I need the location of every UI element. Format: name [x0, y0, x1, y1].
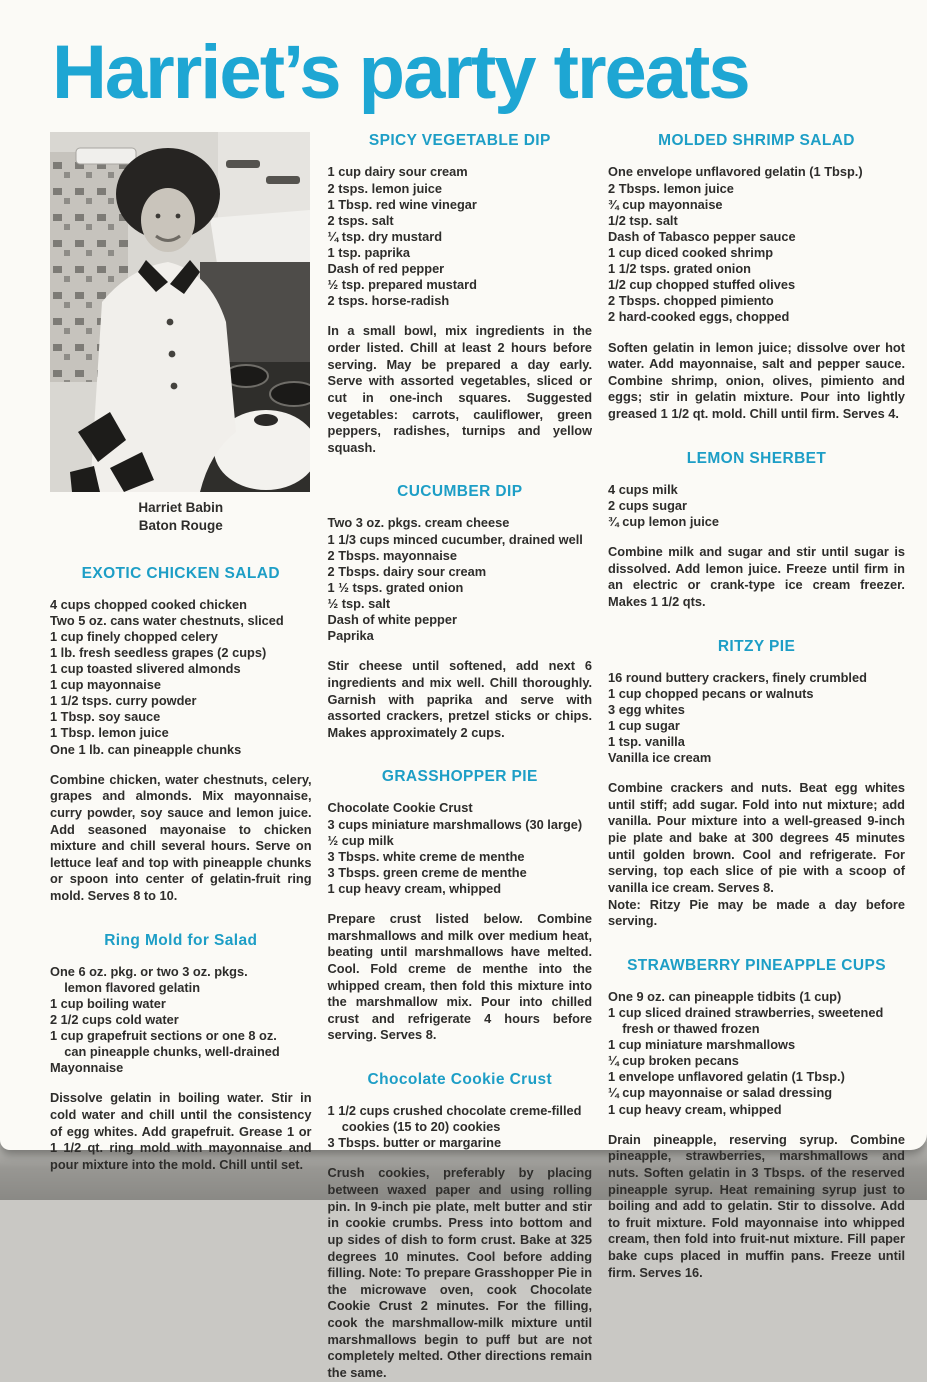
ingredient-list — [608, 164, 905, 325]
ingredient: 1 1/2 tsps. grated onion — [608, 261, 751, 277]
ingredient: Dash of white pepper — [327, 612, 457, 628]
ingredient: Two 5 oz. cans water chestnuts, sliced — [50, 612, 284, 628]
ingredient: Dash of Tabasco pepper sauce — [608, 228, 796, 244]
ingredient: 2 Tbsps. chopped pimiento — [608, 293, 774, 309]
ingredient-list — [608, 670, 905, 767]
ingredient: 2 1/2 cups cold water — [50, 1011, 179, 1027]
ingredient: ½ tsp. prepared mustard — [327, 277, 477, 293]
ingredient: 1 tsp. paprika — [327, 245, 411, 261]
recipe-instructions: Stir cheese until softened, add next 6 ingredients and mix well. Chill thoroughly. Garnish with paprika and serve with assorted crackers, pretzel sticks or chips. Makes approximately 2 cups. — [327, 658, 593, 740]
ingredient: ¾ cup lemon juice — [608, 513, 719, 529]
ingredient: 1 Tbsp. lemon juice — [50, 725, 169, 741]
ingredient-list — [50, 964, 312, 1077]
recipe-instructions: Combine milk and sugar and stir until sugar is dissolved. Add lemon juice. Freeze until firm in an electric or crank-type ice cream freezer. Makes 1 1/2 qts. — [608, 544, 905, 609]
ingredient: 16 round buttery crackers, finely crumbled — [608, 669, 867, 685]
ingredient: 1 1/2 tsps. curry powder — [50, 693, 197, 709]
recipe-title: CUCUMBER DIP — [397, 483, 523, 501]
ingredient: One 6 oz. pkg. or two 3 oz. pkgs. — [50, 963, 248, 979]
ingredient: 3 Tbsps. white creme de menthe — [327, 848, 525, 864]
recipe-ritzy-pie — [608, 638, 905, 930]
recipe-exotic-chicken-salad — [50, 565, 312, 905]
ingredient: Mayonnaise — [50, 1060, 124, 1076]
ingredient: 1 Tbsp. red wine vinegar — [327, 196, 477, 212]
recipe-strawberry-pineapple-cups — [608, 957, 905, 1282]
photo-caption — [50, 499, 312, 534]
recipe-instructions: Drain pineapple, reserving syrup. Combine pineapple, strawberries, marshmallows and nuts. Soften gelatin in 3 Tbsps. of the reserved pineapple syrup. Heat remaining syrup just to boiling and add to gelatin. Stir to dissolve. Add to fruit mixture. Fold mayonnaise into whipped cream, then fold into fruit-nut mixture. Fill paper bake cups placed in muffin pans. Freeze until firm. Serves 16. — [608, 1131, 905, 1280]
ingredient: 1 1/3 cups minced cucumber, drained well — [327, 531, 583, 547]
recipe-cucumber-dip — [328, 483, 593, 741]
ingredient: ¼ cup mayonnaise or salad dressing — [608, 1085, 833, 1101]
ingredient-list — [608, 482, 905, 530]
ingredient: 1 cup miniature marshmallows — [608, 1037, 796, 1053]
ingredient: lemon flavored gelatin — [50, 979, 201, 995]
ingredient: Chocolate Cookie Crust — [327, 800, 473, 816]
masthead — [0, 0, 927, 115]
ingredient: 3 Tbsps. green creme de menthe — [327, 864, 527, 880]
photo-caption-name: Harriet Babin — [138, 500, 224, 516]
ingredient: 1 cup grapefruit sections or one 8 oz. — [50, 1028, 277, 1044]
recipe-title: RITZY PIE — [717, 637, 796, 655]
ingredient: 2 tsps. salt — [327, 212, 394, 228]
ingredient: Two 3 oz. pkgs. cream cheese — [327, 515, 510, 531]
recipe-instructions: Note: Ritzy Pie may be made a day before serving. — [608, 896, 905, 929]
recipe-instructions: Soften gelatin in lemon juice; dissolve over hot water. Add mayonnaise, salt and pepper sauce. Combine shrimp, onion, olives, pimiento and eggs; stir in gelatin mixture. Pour into lightly greased 1 1/2 qt. mold. Chill until firm. Serves 4. — [608, 339, 905, 422]
ingredient-list — [608, 989, 905, 1118]
ingredient: 1 cup toasted slivered almonds — [50, 661, 241, 676]
recipe-title: Chocolate Cookie Crust — [367, 1071, 553, 1089]
ingredient: 1 cup diced cooked shrimp — [608, 245, 774, 261]
harriet-photo — [50, 132, 312, 534]
recipe-molded-shrimp-salad — [608, 132, 905, 422]
ingredient: ½ tsp. salt — [327, 596, 391, 611]
ingredient: 1 cup sugar — [608, 717, 680, 733]
ingredient: fresh or thawed frozen — [608, 1021, 760, 1037]
ingredient: 2 hard-cooked eggs, chopped — [608, 309, 790, 325]
ingredient: 1 cup dairy sour cream — [327, 164, 468, 180]
recipe-title: GRASSHOPPER PIE — [381, 768, 538, 786]
ingredient: 1 envelope unflavored gelatin (1 Tbsp.) — [608, 1069, 845, 1085]
ingredient: 1 cup heavy cream, whipped — [327, 881, 502, 896]
ingredient: 3 egg whites — [608, 701, 685, 717]
ingredient: 1 cup chopped pecans or walnuts — [608, 685, 814, 701]
ingredient: 1 tsp. vanilla — [608, 733, 685, 749]
ingredient: 3 cups miniature marshmallows (30 large) — [327, 816, 583, 832]
recipe-title: Ring Mold for Salad — [104, 931, 258, 949]
column-right — [608, 130, 905, 1381]
recipe-instructions: Combine chicken, water chestnuts, celery, grapes and almonds. Mix mayonnaise, curry powder, soy sauce and lemon juice. Add seasoned mayonaise to chicken mixture and chill several hours. Serve on lettuce leaf and top with pineapple chunks or spoon into center of gelatin-fruit ring mold. Serves 8 to 10. — [50, 771, 312, 904]
ingredient: 1/2 tsp. salt — [608, 212, 678, 228]
ingredient: 1 cup finely chopped celery — [50, 628, 218, 644]
ingredient: 2 tsps. horse-radish — [327, 293, 450, 309]
ingredient: ¼ cup broken pecans — [608, 1053, 739, 1069]
recipe-instructions: In a small bowl, mix ingredients in the order listed. Chill at least 2 hours before serving. May be prepared a day early. Serve with assorted vegetables, sliced or cut in one-inch squares. Suggested vegetables: carrots, cauliflower, green peppers, radishes, turnips and yellow squash. — [327, 323, 593, 455]
ingredient: One envelope unflavored gelatin (1 Tbsp.) — [608, 164, 863, 180]
ingredient: can pineapple chunks, well-drained — [50, 1044, 280, 1060]
recipe-title: LEMON SHERBET — [686, 449, 827, 467]
ingredient: 4 cups chopped cooked chicken — [50, 596, 247, 612]
ingredient-list — [328, 1103, 593, 1151]
ingredient-list — [328, 164, 593, 309]
recipe-lemon-sherbet — [608, 450, 905, 611]
page-title: Harriet’s party treats — [52, 30, 749, 115]
ingredient: ½ cup milk — [327, 832, 394, 848]
ingredient: Dash of red pepper — [327, 261, 445, 277]
recipe-title: STRAWBERRY PINEAPPLE CUPS — [627, 956, 886, 974]
ingredient: 1 cup mayonnaise — [50, 677, 161, 693]
recipe-spicy-vegetable-dip — [328, 132, 593, 456]
ingredient: ¼ tsp. dry mustard — [327, 228, 443, 244]
kitchen-photo-graphic — [50, 132, 310, 492]
ingredient: 1 1/2 cups crushed chocolate creme-filled — [327, 1103, 582, 1119]
recipe-instructions: Prepare crust listed below. Combine marshmallows and milk over medium heat, beating until marshmallows have melted. Cool. Fold creme de menthe into the whipped cream, then fold this mixture into the marshmallow mix. Pour into chilled crust and refrigerate 4 hours before serving. Serves 8. — [327, 911, 593, 1043]
recipe-instructions: Combine crackers and nuts. Beat egg whites until stiff; add sugar. Fold into nut mixture; add vanilla. Pour mixture into a well-greased 9-inch pie plate and bake at 300 degrees 45 minutes until golden brown. Cool and refrigerate. For serving, top each slice of pie with a scoop of vanilla ice cream. Serves 8. — [608, 780, 905, 895]
ingredient: ¾ cup mayonnaise — [608, 196, 723, 212]
recipe-chocolate-cookie-crust — [328, 1071, 593, 1381]
ingredient: 2 cups sugar — [608, 497, 687, 513]
ingredient: 1 ½ tsps. grated onion — [327, 579, 464, 595]
ingredient: 1 lb. fresh seedless grapes (2 cups) — [50, 644, 267, 660]
ingredient-list — [328, 515, 593, 644]
ingredient: One 1 lb. can pineapple chunks — [50, 741, 242, 757]
recipe-instructions: Dissolve gelatin in boiling water. Stir in cold water and chill until the consistency of egg whites. Add grapefruit. Grease 1 or 1 1/2 qt. ring mold with mayonnaise and pour mixture into the mold. Chill until set. — [50, 1090, 312, 1172]
photo-caption-city: Baton Rouge — [138, 518, 223, 534]
recipe-grasshopper-pie — [328, 768, 593, 1044]
recipe-instructions: Crush cookies, preferably by placing between waxed paper and using rolling pin. In 9-inch pie plate, melt butter and stir in cookie crumbs. Press into bottom and up sides of dish to form crust. Bake at 325 degrees 10 minutes. Cool before adding filling. Note: To prepare Grasshopper Pie in the microwave oven, cook Chocolate Cookie Crust 2 minutes. For the filling, cook the marshmallow-milk mixture until marshmallows begin to puff but are not completely melted. Other directions remain the same. — [327, 1165, 593, 1380]
ingredient: 2 tsps. lemon juice — [327, 180, 443, 196]
ingredient: 3 Tbsps. butter or margarine — [327, 1135, 502, 1151]
ingredient: 2 Tbsps. mayonnaise — [327, 547, 457, 563]
ingredient: 2 Tbsps. lemon juice — [608, 180, 734, 196]
ingredient: One 9 oz. can pineapple tidbits (1 cup) — [608, 988, 842, 1004]
ingredient-list — [50, 597, 312, 758]
ingredient: 1 cup boiling water — [50, 995, 166, 1011]
recipe-columns — [0, 110, 927, 1381]
column-left — [50, 130, 312, 1381]
ingredient-list — [328, 800, 593, 897]
recipe-title: SPICY VEGETABLE DIP — [368, 132, 551, 150]
ingredient: cookies (15 to 20) cookies — [327, 1119, 501, 1135]
ingredient: 1 cup sliced drained strawberries, sweetened — [608, 1004, 884, 1020]
recipe-title: EXOTIC CHICKEN SALAD — [81, 564, 280, 582]
ingredient: Vanilla ice cream — [608, 750, 712, 766]
ingredient: 1 cup heavy cream, whipped — [608, 1101, 782, 1117]
recipe-title: MOLDED SHRIMP SALAD — [658, 132, 855, 150]
recipe-ring-mold-for-salad — [50, 932, 312, 1174]
column-middle — [328, 130, 593, 1381]
ingredient: 2 Tbsps. dairy sour cream — [327, 563, 487, 579]
ingredient: 1 Tbsp. soy sauce — [50, 709, 161, 725]
ingredient: 1/2 cup chopped stuffed olives — [608, 277, 796, 293]
ingredient: 4 cups milk — [608, 481, 678, 497]
ingredient: Paprika — [327, 628, 374, 644]
